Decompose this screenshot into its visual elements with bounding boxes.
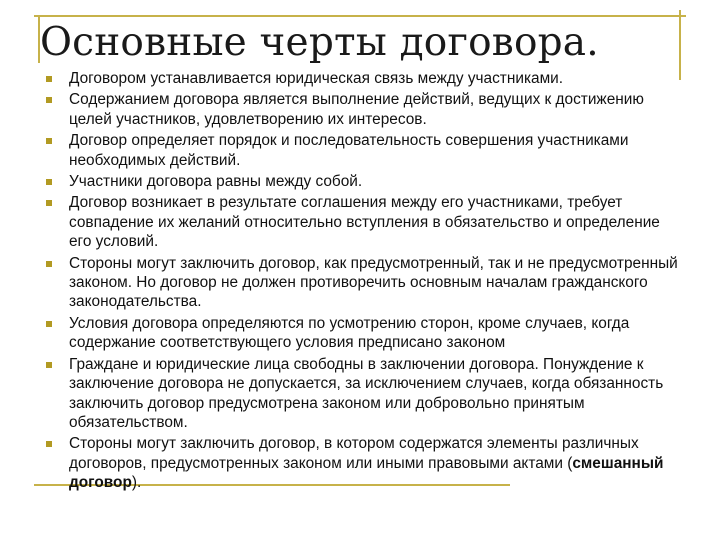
list-item-text: Договор определяет порядок и последовательность совершения участниками необходимых действий.	[69, 132, 629, 169]
square-bullet-icon	[46, 441, 52, 447]
list-item-text: Участники договора равны между собой.	[69, 173, 363, 191]
list-item	[40, 314, 680, 353]
top-rule	[34, 15, 686, 17]
square-bullet-icon	[46, 321, 52, 327]
square-bullet-icon	[46, 200, 52, 206]
square-bullet-icon	[46, 261, 52, 267]
list-item	[40, 90, 680, 129]
list-item-text: Условия договора определяются по усмотрению сторон, кроме случаев, когда содержание соответствующего условия предписано законом	[69, 314, 630, 352]
list-item-text: Граждане и юридические лица свободны в заключении договора. Понуждение к заключение договора не допускается, за исключением случаев, когда обязанность заключить договор предусмотрена законом или добровольно принятым обязательством.	[69, 355, 664, 431]
mixed-contract-term: смешанный договор	[69, 454, 664, 492]
bullet-list	[40, 69, 680, 495]
list-item	[40, 172, 680, 191]
slide-title: Основные черты договора.	[40, 20, 599, 65]
list-item	[40, 434, 680, 492]
list-item	[40, 193, 680, 251]
square-bullet-icon	[46, 179, 52, 185]
list-item-text: Содержанием договора является выполнение действий, ведущих к достижению целей участников, удовлетворению их интересов.	[69, 91, 644, 128]
list-item-text: Стороны могут заключить договор, в котором содержатся элементы различных договоров, предусмотренных законом или иными правовыми актами (	[69, 435, 639, 472]
square-bullet-icon	[46, 76, 52, 82]
square-bullet-icon	[46, 97, 52, 103]
list-item	[40, 254, 680, 312]
list-item	[40, 131, 680, 170]
list-item-tail: ).	[131, 474, 142, 492]
list-item-text: Стороны могут заключить договор, как предусмотренный, так и не предусмотренный законом. Но договор не должен противоречить основным началам гражданского законодательства.	[69, 254, 678, 311]
square-bullet-icon	[46, 362, 52, 368]
list-item-text: Договором устанавливается юридическая связь между участниками.	[69, 70, 564, 87]
list-item	[40, 69, 680, 88]
list-item	[40, 355, 680, 433]
square-bullet-icon	[46, 138, 52, 144]
list-item-text: Договор возникает в результате соглашения между его участниками, требует совпадение их желаний относительно вступления в обязательство и определение его условий.	[69, 194, 660, 251]
